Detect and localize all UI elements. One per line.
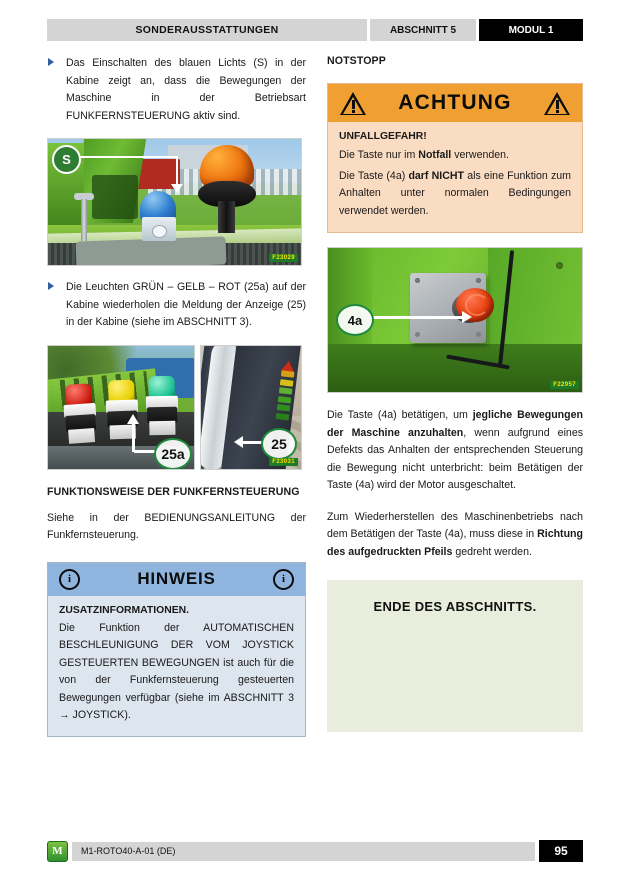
lamp-green: [145, 375, 178, 434]
warning-line2-emphasis: darf NICHT: [408, 169, 465, 182]
callout-4a: 4a: [336, 304, 374, 336]
end-of-section-box: [327, 580, 583, 732]
note-box-subtitle: ZUSATZINFORMATIONEN.: [59, 604, 190, 616]
bullet-blue-light-text: Das Einschalten des blauen Lichts (S) in der Kabine zeigt an, dass die Bewegungen der Maschine in der Betriebsart FUNKFERNSTEUERUNG aktiv sind.: [66, 57, 306, 122]
bullet-indicator-lamps-text: Die Leuchten GRÜN – GELB – ROT (25a) auf der Kabine wiederholen die Meldung der Anzeige (25) in der Kabine (siehe im ABSCHNITT 3).: [66, 281, 306, 328]
warning-box-title: ACHTUNG: [398, 91, 512, 114]
photo-blue-beacon-lens: [152, 225, 167, 238]
callout-arrow-icon: [127, 414, 139, 424]
warning-box-header: [328, 84, 582, 122]
warning-line1-emphasis: Notfall: [418, 149, 452, 161]
callout-leader-vertical: [176, 156, 178, 186]
right-column: [327, 55, 583, 732]
page-footer: [47, 840, 583, 862]
callout-leader-horizontal: [241, 441, 263, 444]
heading-notstopp: NOTSTOPP: [327, 55, 386, 67]
photo-row-indicators: [47, 345, 306, 470]
header-title: SONDERAUSSTATTUNGEN: [47, 19, 367, 41]
photo-emergency-stop: [327, 247, 583, 393]
photo-code-tag: F23029: [269, 254, 298, 262]
heading-funktionsweise: FUNKTIONSWEISE DER FUNKFERNSTEUERUNG: [47, 485, 300, 498]
photo-code-tag: F22957: [550, 381, 579, 389]
led-segment-green: [279, 387, 293, 395]
page-header: [47, 19, 583, 41]
callout-25: 25: [261, 428, 297, 460]
note-box-text-reference: → JOYSTICK).: [59, 709, 131, 721]
info-icon: i: [59, 569, 80, 590]
photo-valve: [74, 193, 94, 241]
lamp-green-cap: [148, 375, 174, 397]
callout-arrow-icon: [234, 436, 243, 448]
photo-code-tag: F23031: [269, 458, 298, 466]
warning-box-body: [328, 122, 582, 232]
photo-junction-box-screw: [476, 332, 481, 337]
para-estop-usage-part3: , wenn aufgrund eines Defekts das Anhalten der entsprechenden Steuerung die Bewegung nicht unterbricht: beim Betätigen der Taste (4a) wird der Motor ausgeschaltet.: [327, 426, 584, 491]
end-of-section-text: ENDE DES ABSCHNITTS.: [373, 599, 537, 614]
footer-document-code: M1-ROTO40-A-01 (DE): [72, 842, 535, 861]
display-led-bar: [275, 370, 294, 422]
para-estop-usage-part1: Die Taste (4a) betätigen, um: [327, 409, 473, 421]
lamp-green-foot: [149, 420, 175, 434]
photo-machine-lower-panel: [328, 344, 583, 393]
photo-orange-beacon-stem: [218, 201, 235, 233]
lamp-yellow-cap: [108, 379, 135, 402]
left-column: [47, 55, 306, 737]
bullet-arrow-icon: [48, 58, 54, 66]
bullet-blue-light: [47, 55, 306, 125]
led-segment-green: [276, 412, 290, 420]
info-icon: i: [273, 569, 294, 590]
photo-valve-stem: [81, 199, 87, 241]
bullet-arrow-icon: [48, 282, 54, 290]
note-box-title: HINWEIS: [137, 569, 216, 588]
bullet-indicator-lamps: [47, 279, 306, 332]
photo-bolt: [556, 262, 563, 269]
header-module: MODUL 1: [479, 19, 583, 41]
callout-arrow-icon: [171, 184, 183, 193]
para-estop-reset-part1: Zum Wiederherstellen des Maschinenbetriebs nach dem Betätigen der Taste (4a), muss diese in: [327, 510, 583, 540]
warning-box-line-2: [339, 168, 571, 221]
note-box-body: [48, 596, 305, 736]
lamp-red: [62, 382, 98, 442]
callout-leader-vertical: [132, 422, 135, 452]
photo-junction-box-screw: [415, 332, 420, 337]
header-section: ABSCHNITT 5: [370, 19, 476, 41]
page-number: 95: [539, 840, 583, 862]
photo-beacon-light: [47, 138, 302, 266]
manual-logo-icon: M: [47, 841, 68, 862]
photo-machine-shadow: [92, 175, 138, 219]
callout-leader-horizontal: [368, 316, 466, 319]
led-segment-green: [278, 395, 292, 403]
warning-line2-part3: als eine Funktion zum Anhalten unter normalen Bedingungen verwendet werden.: [339, 169, 571, 217]
warning-line1-part3: verwenden.: [451, 149, 509, 161]
para-estop-reset-emphasis: Richtung des aufgedruckten Pfeils: [327, 528, 583, 558]
para-estop-reset-part3: gedreht werden.: [452, 545, 532, 558]
callout-leader-horizontal: [77, 156, 178, 158]
warning-line1-part1: Die Taste nur im: [339, 149, 419, 161]
warning-triangle-icon: [340, 92, 366, 115]
photo-cabin-lamps: [47, 345, 195, 470]
note-box-header: [48, 563, 305, 596]
note-box: [47, 562, 306, 737]
note-box-text-part1: Die Funktion der AUTOMATISCHEN BESCHLEUNIGUNG DER VOM JOYSTICK GESTEUERTEN BEWEGUNGEN ist auch für die von der Funkfernsteuerung gesteuerten Bewegungen verfügbar (siehe im ABSCHNITT 3: [59, 621, 294, 704]
led-segment-yellow: [280, 378, 294, 386]
led-segment-yellow: [281, 370, 295, 378]
note-box-text: [59, 620, 294, 725]
para-estop-usage: [327, 407, 583, 495]
callout-arrow-icon: [462, 311, 472, 323]
warning-box-subtitle: UNFALLGEFAHR!: [339, 131, 427, 142]
para-estop-usage-emphasis: jegliche Bewegungen der Maschine anzuhalten: [327, 409, 583, 439]
warning-triangle-icon: [544, 92, 570, 115]
warning-box: [327, 83, 583, 233]
callout-s: S: [52, 145, 81, 174]
led-segment-green: [277, 403, 291, 411]
warning-box-line-1: [339, 147, 571, 165]
para-funktionsweise: Siehe in der BEDIENUNGSANLEITUNG der Funkfernsteuerung.: [47, 511, 306, 541]
lamp-red-foot: [68, 428, 95, 444]
photo-cabin-display: [200, 345, 302, 470]
callout-25a: 25a: [154, 438, 192, 470]
para-estop-reset: [327, 509, 583, 562]
warning-line2-part1: Die Taste (4a): [339, 169, 409, 182]
